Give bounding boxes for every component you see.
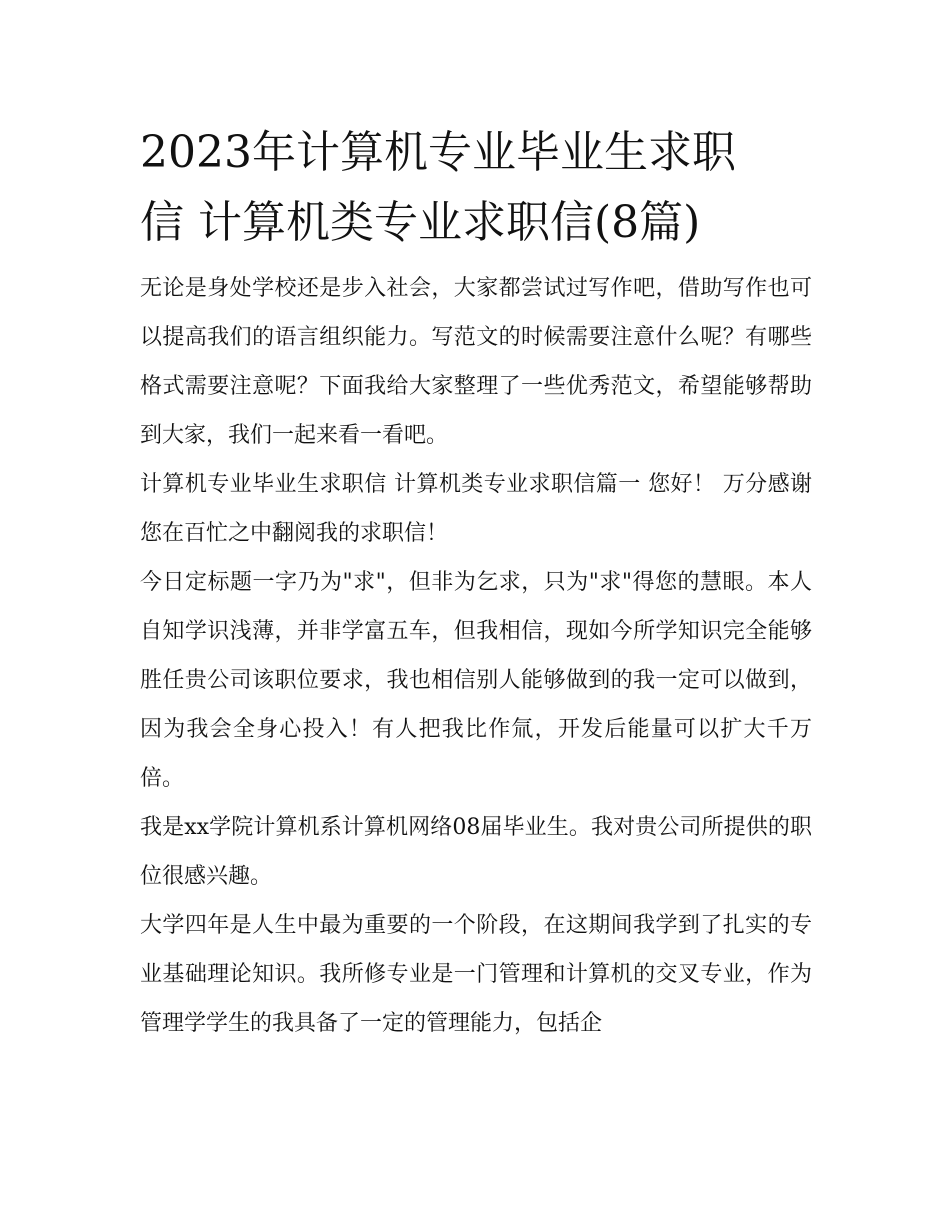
title-line-1: 2023年计算机专业毕业生求职 — [140, 127, 736, 178]
document-page — [140, 118, 812, 1048]
document-title — [140, 118, 812, 258]
title-line-2: 信 计算机类专业求职信(8篇) — [140, 197, 701, 248]
paragraph-intro: 无论是身处学校还是步入社会，大家都尝试过写作吧，借助写作也可以提高我们的语言组织能力。写范文的时候需要注意什么呢？有哪些格式需要注意呢？下面我给大家整理了一些优秀范文，希望能够帮助到大家，我们一起来看一看吧。 — [140, 276, 812, 448]
paragraph-title-meaning: 今日定标题一字乃为"求"，但非为乞求，只为"求"得您的慧眼。本人自知学识浅薄，并非学富五车，但我相信，现如今所学知识完全能够胜任贵公司该职位要求，我也相信别人能够做到的我一定可以做到，因为我会全身心投入！有人把我比作氚，开发后能量可以扩大千万倍。 — [140, 570, 812, 791]
paragraph-self-intro: 我是xx学院计算机系计算机网络08届毕业生。我对贵公司所提供的职位很感兴趣。 — [140, 815, 812, 889]
paragraph-university: 大学四年是人生中最为重要的一个阶段，在这期间我学到了扎实的专业基础理论知识。我所修专业是一门管理和计算机的交叉专业，作为管理学学生的我具备了一定的管理能力，包括企 — [140, 913, 812, 1036]
paragraph-greeting: 计算机专业毕业生求职信 计算机类专业求职信篇一 您好！ 万分感谢您在百忙之中翻阅我的求职信！ — [140, 472, 812, 546]
